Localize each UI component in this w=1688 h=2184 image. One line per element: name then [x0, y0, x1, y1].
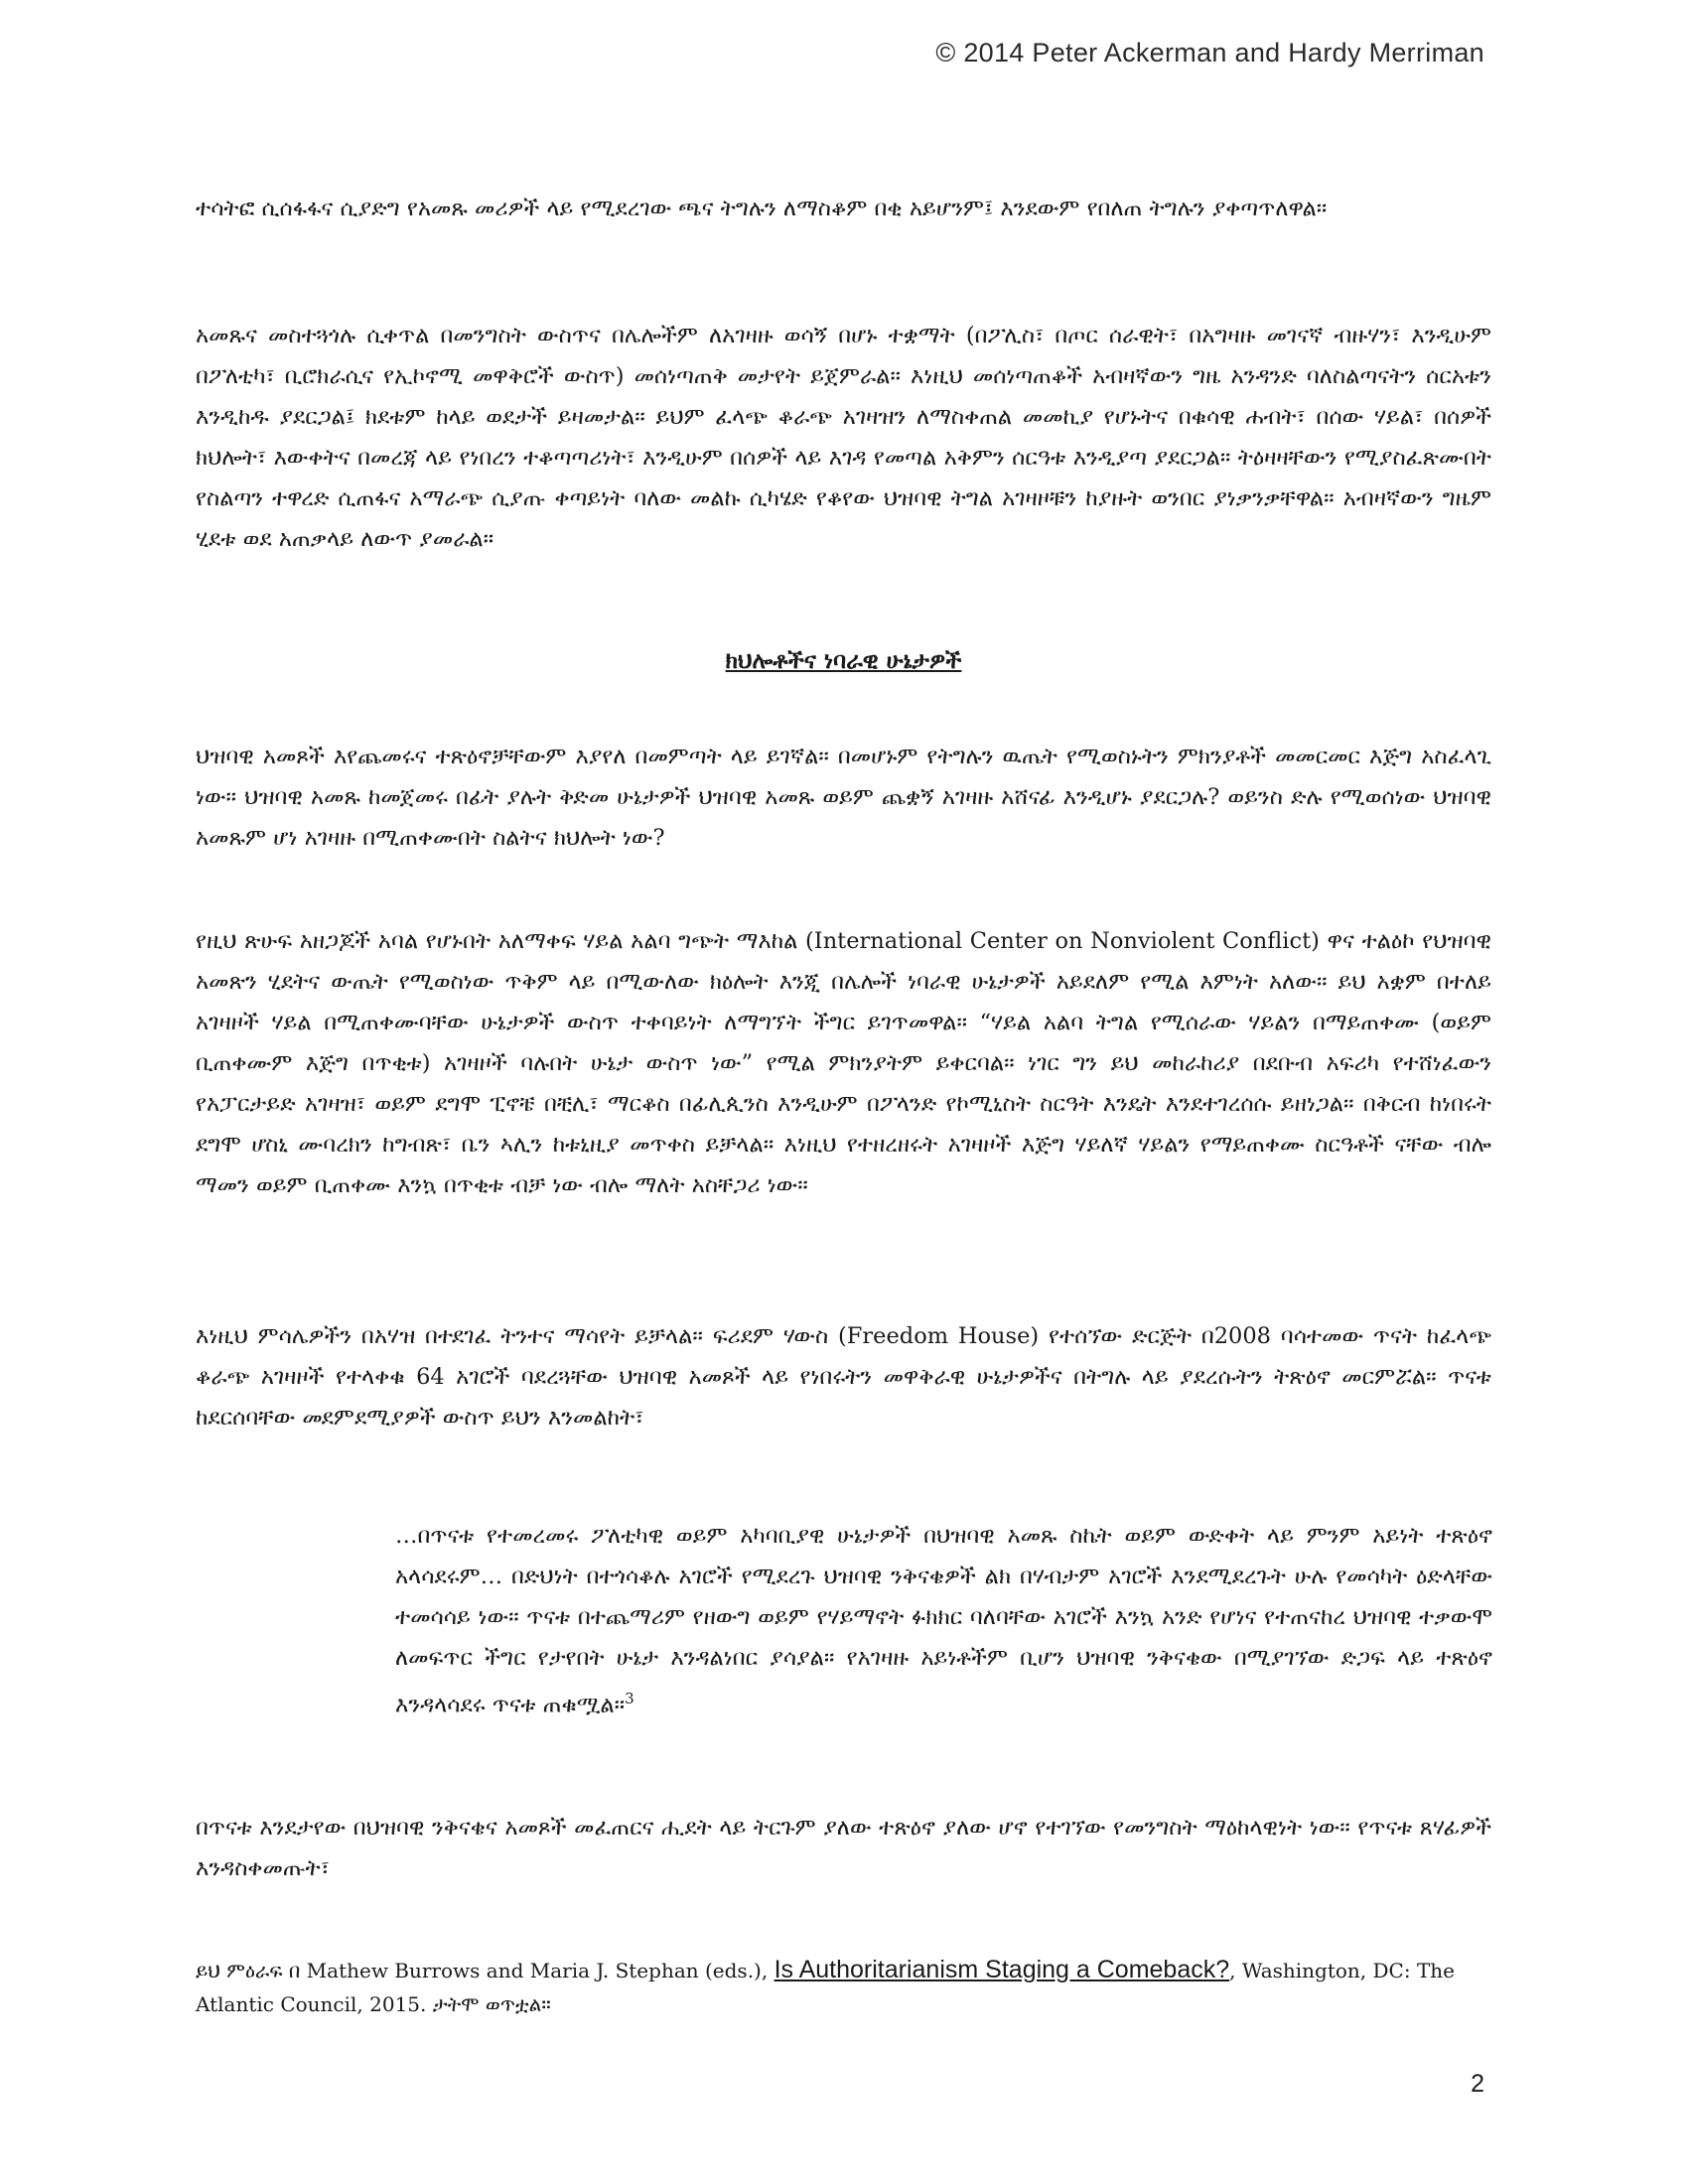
section-heading: ክህሎቶችና ነባራዊ ሁኔታዎች	[725, 647, 962, 674]
block-quote	[395, 1516, 1492, 1726]
footnote	[196, 1953, 1506, 2021]
footnote-suffix: , Washington, DC: The Atlantic Council, 2015. ታትሞ ወጥቷል።	[196, 1959, 1456, 2016]
footnote-marker: 3	[625, 1690, 634, 1707]
footnote-title-link[interactable]: Is Authoritarianism Staging a Comeback?	[774, 1956, 1230, 1983]
paragraph-1: ተሳትፎ ሲሰፋፋና ሲያድግ የአመጹ መሪዎች ላይ የሚደረገው ጫና ትግሉን ለማስቆም በቂ አይሆንም፤ እንደውም የበለጠ ትግሉን ያቀጣጥለዋል።	[196, 196, 1328, 221]
page-number: 2	[1471, 2070, 1484, 2098]
paragraph-2: አመጹና መስተጓጎሉ ሲቀጥል በመንግስት ውስጥና በሌሎችም ለአገዛዙ ወሳኝ በሆኑ ተቋማት (በፖሊስ፣ በጦር ሰራዊት፣ በአግዛዙ መገናኛ ብዙሃን፣ እንዲሁም በፖለቲካ፣ ቢሮክራሲና የኢኮኖሚ መዋቅሮች ውስጥ) መሰነጣጠቅ መታየት ይጀምራል። እነዚህ መሰነጣጠቆች አብዛኛውን ግዜ አንዳንድ ባለስልጣናትን ሰርአቱን እንዲከዱ ያደርጋል፤ ክደቱም ከላይ ወደታች ይዛመታል። ይህም ፈላጭ ቆራጭ አገዛዝን ለማስቀጠል መመኪያ የሆኑትና በቁሳዊ ሐብት፣ በሰው ሃይል፣ በሰዎች ክህሎት፣ እውቀትና በመረጃ ላይ የነበረን ተቆጣጣሪነት፣ እንዲሁም በሰዎች ላይ እገዳ የመጣል አቅምን ሰርዓቱ እንዲያጣ ያደርጋል። ትዕዛዛቸውን የሚያስፈጽሙበት የስልጣን ተዋረድ ሲጠፋና አማራጭ ሲያጡ ቀጣይነት ባለው መልኩ ሲካሄድ የቆየው ህዝባዊ ትግል አገዛዞቹን ከያዙት ወንበር ያነቃንቃቸዋል። አብዛኛውን ግዜም ሂደቱ ወደ አጠቃላይ ለውጥ ያመራል።	[196, 323, 1491, 552]
copyright-header: © 2014 Peter Ackerman and Hardy Merriman	[935, 38, 1484, 68]
paragraph-6: በጥናቱ እንደታየው በህዝባዊ ንቅናቄና አመጾች መፈጠርና ሒደት ላይ ትርጉም ያለው ተጽዕኖ ያለው ሆኖ የተገኘው የመንግስት ማዕከላዊነት ነው። የጥናቱ ጸሃፊዎች እንዳስቀመጡት፣	[196, 1815, 1491, 1881]
footnote-prefix: ይህ ምዕራፍ በ Mathew Burrows and Maria J. Stephan (eds.),	[196, 1959, 774, 1982]
paragraph-5: እነዚህ ምሳሌዎችን በአሃዝ በተደገፈ ትንተና ማሳየት ይቻላል። ፍሪደም ሃውስ (Freedom House) የተሰኘው ድርጅት በ2008 ባሳተመው ጥናት ከፈላጭ ቆራጭ አገዛዞች የተላቀቁ 64 አገሮች ባደረጓቸው ህዝባዊ አመጾች ላይ የነበሩትን መዋቅራዊ ሁኔታዎችና በትግሉ ላይ ያደረሱትን ትጽዕኖ መርምሯል። ጥናቱ ከደርሰባቸው መደምደሚያዎች ውስጥ ይህን እንመልከት፣	[196, 1323, 1491, 1431]
paragraph-4: የዚህ ጽሁፍ አዘጋጆች አባል የሆኑበት አለማቀፍ ሃይል አልባ ግጭት ማእከል (International Center on Nonviolent Conflict) ዋና ተልዕኮ የህዝባዊ አመጽን ሂደትና ውጤት የሚወስነው ጥቅም ላይ በሚውለው ክዕሎት እንጂ በሌሎች ነባራዊ ሁኔታዎች አይደለም የሚል እምነት አለው። ይህ አቋም በተለይ አገዛዞች ሃይል በሚጠቀሙባቸው ሁኔታዎች ውስጥ ተቀባይነት ለማግኘት ችግር ይገጥመዋል። “ሃይል አልባ ትግል የሚሰራው ሃይልን በማይጠቀሙ (ወይም ቢጠቀሙም እጅግ በጥቂቱ) አገዛዞች ባሉበት ሁኔታ ውስጥ ነው” የሚል ምክንያትም ይቀርባል። ነገር ግን ይህ መከራከሪያ በደቡብ አፍሪካ የተሸነፈውን የአፓርታይድ አገዛዝ፣ ወይም ደግሞ ፒኖቼ በቺሊ፣ ማርቆስ በፊሊጲንስ እንዲሁም በፖላንድ የኮሚኒስት ስርዓት እንዴት እንደተገረሰሱ ይዘነጋል። በቅርብ ከነበሩት ደግሞ ሆስኒ ሙባረክን ከግብጽ፣ ቤን ኣሊን ከቱኒዚያ መጥቀስ ይቻላል። እነዚህ የተዘረዘሩት አገዛዞች እጅግ ሃይለኛ ሃይልን የማይጠቀሙ ስርዓቶች ናቸው ብሎ ማመን ወይም ቢጠቀሙ እንኳ በጥቂቱ ብቻ ነው ብሎ ማለት አስቸጋሪ ነው።	[196, 928, 1491, 1198]
paragraph-3: ህዝባዊ አመጾች እየጨመሩና ተጽዕኖቻቸውም እያየለ በመምጣት ላይ ይገኛል። በመሆኑም የትግሉን ዉጤት የሚወስኑትን ምክንያቶች መመርመር እጅግ አስፈላጊ ነው። ህዝባዊ አመጹ ከመጀመሩ በፊት ያሉት ቅድመ ሁኔታዎች ህዝባዊ አመጹ ወይም ጨቋኝ አገዛዙ አሸናፊ እንዲሆኑ ያደርጋሉ? ወይንስ ድሉ የሚወሰነው ህዝባዊ አመጹም ሆነ አገዛዙ በሚጠቀሙበት ስልትና ክህሎት ነው?	[196, 744, 1491, 851]
quote-text: …በጥናቱ የተመረመሩ ፖለቲካዊ ወይም አካባቢያዊ ሁኔታዎች በህዝባዊ አመጹ ስኬት ወይም ውድቀት ላይ ምንም አይነት ተጽዕኖ አላሳደሩም… በድህነት በተጎሳቆሉ አገሮች የሚደረጉ ህዝባዊ ንቅናቄዎች ልክ በሃብታም አገሮች እንደሚደረጉት ሁሉ የመሳካት ዕድላቸው ተመሳሳይ ነው። ጥናቱ በተጨማሪም የዘውግ ወይም የሃይማኖት ፉክክር ባለባቸው አገሮች እንኳ አንድ የሆነና የተጠናከረ ህዝባዊ ተቃውሞ ለመፍጥር ችግር የታየበት ሁኔታ እንዳልነበር ያሳያል። የአገዛዙ አይነቶችም ቢሆን ህዝባዊ ንቅናቄው በሚያገኘው ድጋፍ ላይ ተጽዕኖ እንዳላሳደሩ ጥናቱ ጠቁሟል።	[395, 1523, 1492, 1718]
